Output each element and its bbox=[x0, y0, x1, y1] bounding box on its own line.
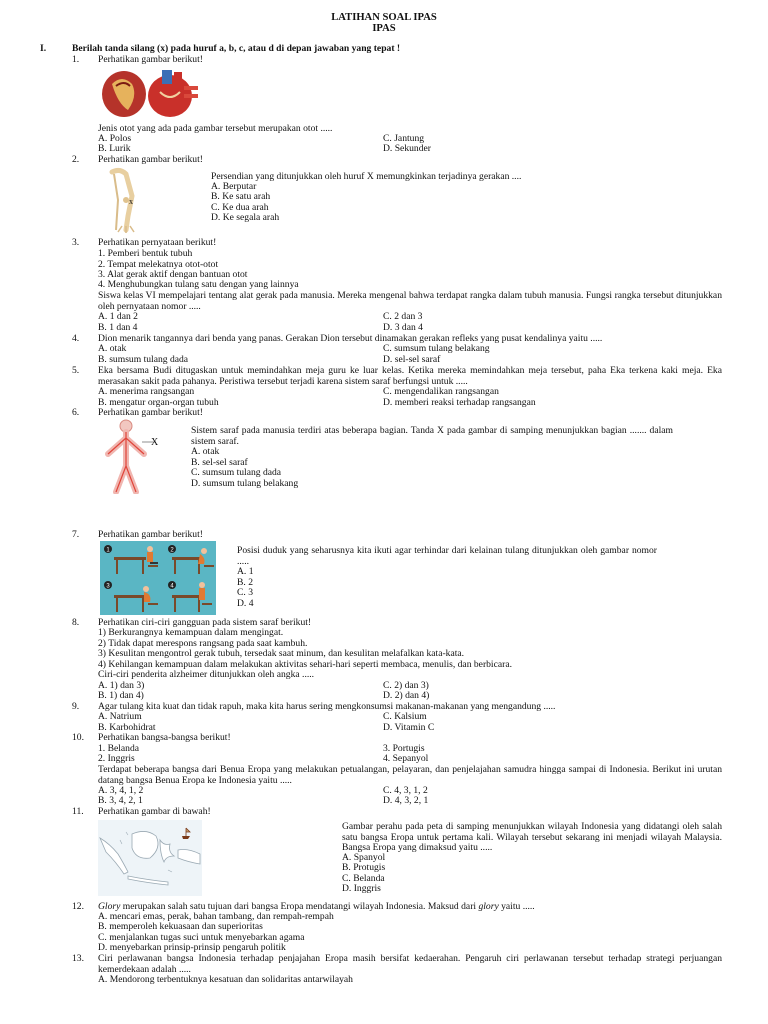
q6-option-b[interactable]: B. sel-sel saraf bbox=[191, 457, 248, 468]
q2-option-c[interactable]: C. Ke dua arah bbox=[211, 202, 269, 213]
q3-item-2: 2. Tempat melekatnya otot-otot bbox=[98, 259, 219, 270]
q1-option-d[interactable]: D. Sekunder bbox=[383, 143, 431, 154]
q1-option-c[interactable]: C. Jantung bbox=[383, 133, 425, 144]
q8-option-d[interactable]: D. 2) dan 4) bbox=[383, 690, 430, 701]
q6-text: Perhatikan gambar berikut! bbox=[98, 407, 203, 418]
q13-number: 13. bbox=[72, 953, 84, 964]
q8-item-3: 3) Kesulitan mengontrol gerak tubuh, tersedak saat minum, dan kesulitan melafalkan kata-kata. bbox=[98, 648, 465, 659]
q8-item-1: 1) Berkurangnya kemampuan dalam mengingat. bbox=[98, 627, 284, 638]
q12-glory-term: Glory bbox=[98, 901, 121, 912]
q9-option-b[interactable]: B. Karbohidrat bbox=[98, 722, 156, 733]
q1-number: 1. bbox=[72, 54, 80, 65]
q5-number: 5. bbox=[72, 365, 80, 376]
q6-question: Sistem saraf pada manusia terdiri atas beberapa bagian. Tanda X pada gambar di samping menunjukkan bagian ....... dalam sistem saraf. bbox=[191, 425, 673, 447]
q8-item-2: 2) Tidak dapat merespons rangsang pada saat kambuh. bbox=[98, 638, 308, 649]
q9-option-d[interactable]: D. Vitamin C bbox=[383, 722, 435, 733]
q2-option-a[interactable]: A. Berputar bbox=[211, 181, 257, 192]
q10-option-c[interactable]: C. 4, 3, 1, 2 bbox=[383, 785, 428, 796]
sitting-posture-image bbox=[100, 541, 216, 615]
q6-option-d[interactable]: D. sumsum tulang belakang bbox=[191, 478, 299, 489]
q3-option-c[interactable]: C. 2 dan 3 bbox=[383, 311, 423, 322]
q12-option-b[interactable]: B. memperoleh kekuasaan dan superioritas bbox=[98, 921, 263, 932]
q3-option-a[interactable]: A. 1 dan 2 bbox=[98, 311, 138, 322]
q6-marker-label: X bbox=[151, 437, 159, 448]
q6-number: 6. bbox=[72, 407, 80, 418]
q10-option-d[interactable]: D. 4, 3, 2, 1 bbox=[383, 795, 429, 806]
page-subtitle: IPAS bbox=[372, 23, 396, 34]
q10-item-3: 3. Portugis bbox=[383, 743, 425, 754]
q7-text: Perhatikan gambar berikut! bbox=[98, 529, 203, 540]
q11-option-b[interactable]: B. Protugis bbox=[342, 862, 386, 873]
panel-number-1: 1 bbox=[106, 547, 110, 554]
q5-text: Eka bersama Budi ditugaskan untuk memindahkan meja guru ke luar kelas. Ketika mereka memindahkan meja tersebut, paha Eka terkena kaki meja. Eka merasakan sakit pada pahanya. Peristiwa tersebut terjadi karena sistem saraf berfungsi untuk ..... bbox=[98, 365, 722, 387]
panel-number-4: 4 bbox=[170, 583, 174, 590]
q12-glory-term-2: glory bbox=[478, 901, 499, 912]
q10-option-a[interactable]: A. 3, 4, 1, 2 bbox=[98, 785, 144, 796]
q3-number: 3. bbox=[72, 237, 80, 248]
q5-option-b[interactable]: B. mengatur organ-organ tubuh bbox=[98, 397, 219, 408]
q3-item-4: 4. Menghubungkan tulang satu dengan yang lainnya bbox=[98, 279, 299, 290]
q11-option-c[interactable]: C. Belanda bbox=[342, 873, 385, 884]
q1-text: Perhatikan gambar berikut! bbox=[98, 54, 203, 65]
q1-option-b[interactable]: B. Lurik bbox=[98, 143, 131, 154]
q3-option-d[interactable]: D. 3 dan 4 bbox=[383, 322, 423, 333]
q9-option-c[interactable]: C. Kalsium bbox=[383, 711, 427, 722]
q8-item-4: 4) Kehilangan kemampuan dalam melakukan aktivitas sehari-hari seperti membaca, menulis, dan berbicara. bbox=[98, 659, 512, 670]
q4-option-a[interactable]: A. otak bbox=[98, 343, 127, 354]
q10-text: Perhatikan bangsa-bangsa berikut! bbox=[98, 732, 231, 743]
q11-question: Gambar perahu pada peta di samping menunjukkan wilayah Indonesia yang didatangi oleh salah satu bangsa Eropa untuk pertama kali. Wilayah tersebut sekarang ini menjadi wilayah Malaysia. Bangsa Eropa yang dimaksud yaitu ..... bbox=[342, 821, 722, 854]
q11-option-d[interactable]: D. Inggris bbox=[342, 883, 381, 894]
q2-question: Persendian yang ditunjukkan oleh huruf X memungkinkan terjadinya gerakan .... bbox=[211, 171, 522, 182]
section-number: I. bbox=[40, 43, 47, 54]
q5-option-a[interactable]: A. menerima rangsangan bbox=[98, 386, 195, 397]
q8-number: 8. bbox=[72, 617, 80, 628]
q12-text-main: merupakan salah satu tujuan dari bangsa Eropa mendatangi wilayah Indonesia. Maksud dari bbox=[120, 901, 479, 912]
posture-panel-2 bbox=[172, 548, 214, 574]
q7-option-d[interactable]: D. 4 bbox=[237, 598, 254, 609]
q11-option-a[interactable]: A. Spanyol bbox=[342, 852, 386, 863]
q13-option-a[interactable]: A. Mendorong terbentuknya kesatuan dan solidaritas antarwilayah bbox=[98, 974, 353, 985]
q8-option-a[interactable]: A. 1) dan 3) bbox=[98, 680, 145, 691]
q9-option-a[interactable]: A. Natrium bbox=[98, 711, 142, 722]
q8-option-c[interactable]: C. 2) dan 3) bbox=[383, 680, 429, 691]
q11-number: 11. bbox=[72, 806, 84, 817]
q2-marker-label: x bbox=[129, 197, 133, 206]
q9-text: Agar tulang kita kuat dan tidak rapuh, maka kita harus sering mengkonsumsi makanan-makanan yang mengandung ..... bbox=[98, 701, 556, 712]
q7-option-a[interactable]: A. 1 bbox=[237, 566, 254, 577]
q8-text: Perhatikan ciri-ciri gangguan pada sistem saraf berikut! bbox=[98, 617, 312, 628]
q8-option-b[interactable]: B. 1) dan 4) bbox=[98, 690, 144, 701]
q12-option-c[interactable]: C. menjalankan tugas suci untuk menyebarkan agama bbox=[98, 932, 305, 943]
q4-option-d[interactable]: D. sel-sel saraf bbox=[383, 354, 441, 365]
q3-option-b[interactable]: B. 1 dan 4 bbox=[98, 322, 138, 333]
q5-option-d[interactable]: D. memberi reaksi terhadap rangsangan bbox=[383, 397, 536, 408]
posture-panel-1 bbox=[114, 546, 158, 574]
q10-item-2: 2. Inggris bbox=[98, 753, 135, 764]
q9-number: 9. bbox=[72, 701, 80, 712]
q12-number: 12. bbox=[72, 901, 84, 912]
q10-number: 10. bbox=[72, 732, 84, 743]
q12-option-a[interactable]: A. mencari emas, perak, bahan tambang, dan rempah-rempah bbox=[98, 911, 334, 922]
q4-text: Dion menarik tangannya dari benda yang panas. Gerakan Dion tersebut dinamakan gerakan refleks yang pusat kendalinya yaitu ..... bbox=[98, 333, 603, 344]
q3-text: Perhatikan pernyataan berikut! bbox=[98, 237, 217, 248]
q5-option-c[interactable]: C. mengendalikan rangsangan bbox=[383, 386, 499, 397]
q12-option-d[interactable]: D. menyebarkan prinsip-prinsip pengaruh politik bbox=[98, 942, 286, 953]
q2-number: 2. bbox=[72, 154, 80, 165]
q10-item-4: 4. Sepanyol bbox=[383, 753, 429, 764]
q4-option-c[interactable]: C. sumsum tulang belakang bbox=[383, 343, 490, 354]
q2-text: Perhatikan gambar berikut! bbox=[98, 154, 203, 165]
posture-panel-3 bbox=[114, 586, 158, 612]
q1-option-a[interactable]: A. Polos bbox=[98, 133, 132, 144]
q2-option-b[interactable]: B. Ke satu arah bbox=[211, 191, 271, 202]
q10-option-b[interactable]: B. 3, 4, 2, 1 bbox=[98, 795, 143, 806]
q3-item-1: 1. Pemberi bentuk tubuh bbox=[98, 248, 193, 259]
q7-question: Posisi duduk yang seharusnya kita ikuti agar terhindar dari kelainan tulang ditunjukkan oleh gambar nomor ..... bbox=[237, 545, 657, 567]
q3-question: Siswa kelas VI mempelajari tentang alat gerak pada manusia. Mereka mengenal bahwa terdapat rangka dalam tubuh manusia. Fungsi rangka tersebut ditunjukkan oleh pernyataan nomor ..... bbox=[98, 290, 722, 312]
q7-number: 7. bbox=[72, 529, 80, 540]
q6-option-a[interactable]: A. otak bbox=[191, 446, 220, 457]
nervous-system-image bbox=[98, 418, 158, 494]
q7-option-c[interactable]: C. 3 bbox=[237, 587, 253, 598]
panel-number-2: 2 bbox=[170, 547, 174, 554]
q1-question: Jenis otot yang ada pada gambar tersebut merupakan otot ..... bbox=[98, 123, 333, 134]
arm-bone-image bbox=[104, 166, 164, 234]
q7-option-b[interactable]: B. 2 bbox=[237, 577, 253, 588]
q11-text: Perhatikan gambar di bawah! bbox=[98, 806, 211, 817]
indonesia-map-image bbox=[98, 820, 202, 896]
q12-text-end: yaitu ..... bbox=[498, 901, 535, 912]
q3-item-3: 3. Alat gerak aktif dengan bantuan otot bbox=[98, 269, 248, 280]
section-instruction: Berilah tanda silang (x) pada huruf a, b, c, atau d di depan jawaban yang tepat ! bbox=[72, 43, 401, 54]
page-title: LATIHAN SOAL IPAS bbox=[331, 12, 437, 23]
q4-number: 4. bbox=[72, 333, 80, 344]
q10-question: Terdapat beberapa bangsa dari Benua Eropa yang melakukan petualangan, pelayaran, dan penjelajahan samudra hingga sampai di Indonesia. Berikut ini urutan datang bangsa Benua Eropa ke Indonesia yaitu ..... bbox=[98, 764, 722, 786]
panel-number-3: 3 bbox=[106, 583, 110, 590]
q10-item-1: 1. Belanda bbox=[98, 743, 140, 754]
q13-text: Ciri perlawanan bangsa Indonesia terhadap penjajahan Eropa masih bersifat kedaerahan. Pengaruh ciri perlawanan tersebut terhadap strategi perjuangan kemerdekaan adalah ..... bbox=[98, 953, 722, 975]
q6-option-c[interactable]: C. sumsum tulang dada bbox=[191, 467, 282, 478]
heart-muscle-image bbox=[100, 66, 200, 120]
q8-question: Ciri-ciri penderita alzheimer ditunjukkan oleh angka ..... bbox=[98, 669, 315, 680]
posture-panel-4 bbox=[172, 582, 212, 612]
q2-option-d[interactable]: D. Ke segala arah bbox=[211, 212, 280, 223]
q4-option-b[interactable]: B. sumsum tulang dada bbox=[98, 354, 189, 365]
